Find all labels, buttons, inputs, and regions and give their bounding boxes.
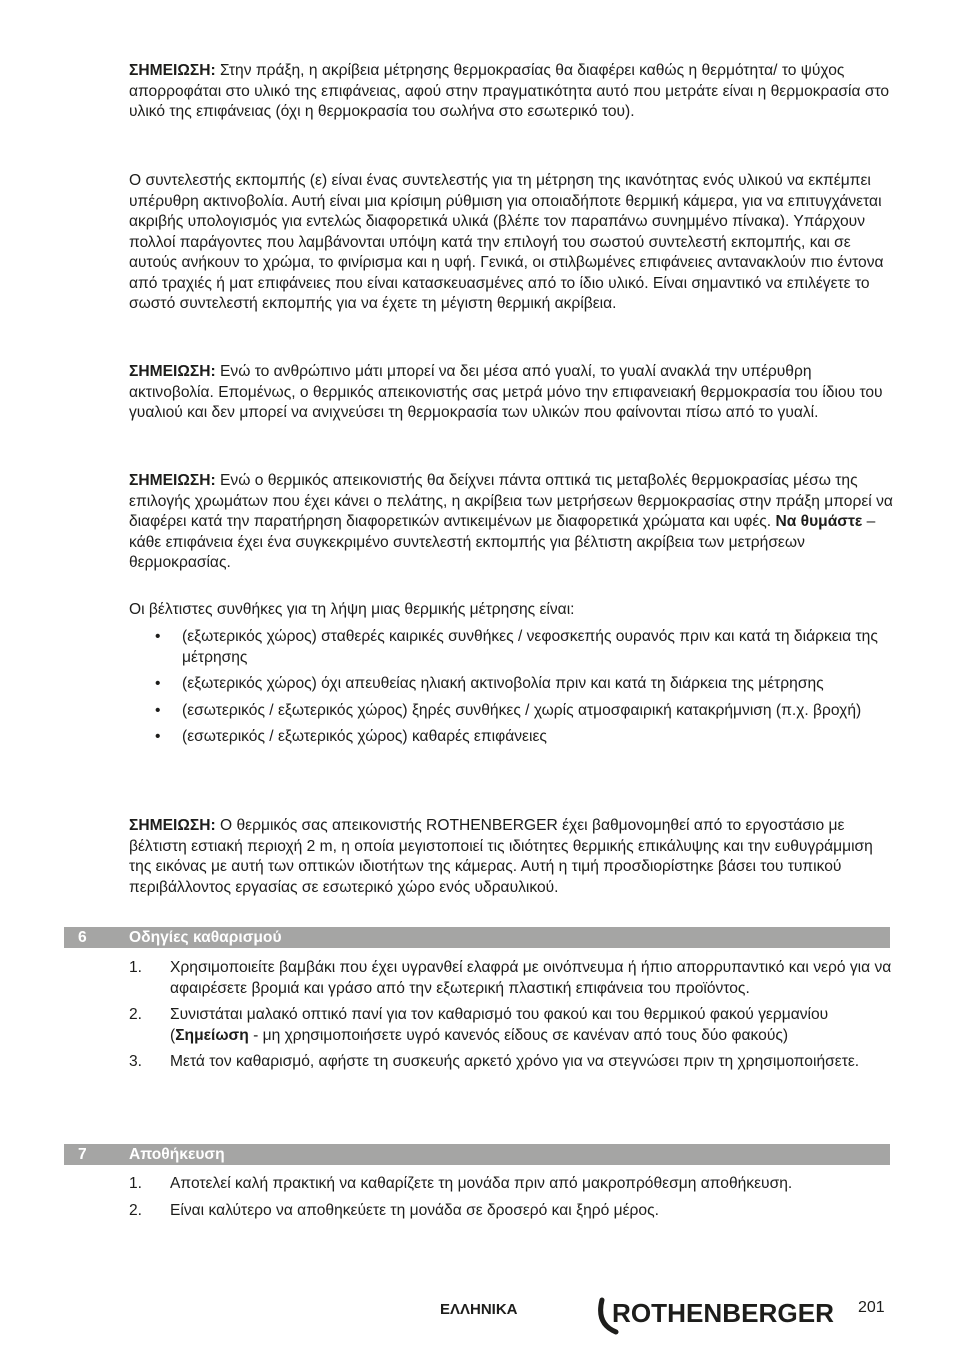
bullet-icon: • (155, 675, 161, 692)
list-item: • (εξωτερικός χώρος) όχι απευθείας ηλιακή ακτινοβολία πριν και κατά τη διάρκεια της μέτρησης (129, 674, 894, 695)
note-measurement-accuracy (129, 61, 894, 123)
note-label: ΣΗΜΕΙΩΣΗ: (129, 363, 216, 380)
bullet-icon: • (155, 628, 161, 645)
cleaning-steps (129, 958, 894, 1079)
remember-label: Να θυμάστε (775, 513, 863, 530)
section-heading-cleaning (64, 927, 890, 948)
bullet-icon: • (155, 728, 161, 745)
note-label: ΣΗΜΕΙΩΣΗ: (129, 62, 216, 79)
note-text: – κάθε επιφάνεια έχει ένα συγκεκριμένο συντελεστή εκπομπής για βέλτιστη ακρίβεια των μετρήσεων θερμοκρασίας. (129, 513, 876, 571)
section-number: 7 (78, 1146, 87, 1163)
list-item: • (εσωτερικός / εξωτερικός χώρος) ξηρές συνθήκες / χωρίς ατμοσφαιρική κατακρήμνιση (π.χ. βροχή) (129, 701, 894, 722)
rothenberger-logo-icon (594, 1294, 838, 1338)
list-item: 1. Χρησιμοποιείτε βαμβάκι που έχει υγρανθεί ελαφρά με οινόπνευμα ή ήπιο απορρυπαντικό και νερό για να αφαιρέσετε βρομιά και γράσο από την εξωτερική πλαστική επιφάνεια του προϊόντος. (129, 959, 892, 997)
note-text: Ενώ το ανθρώπινο μάτι μπορεί να δει μέσα από γυαλί, το γυαλί ανακλά την υπέρυθρη ακτινοβολία. Επομένως, ο θερμικός απεικονιστής σας μετρά μόνο την επιφανειακή θερμοκρασία του ίδιου του γυαλιού και δεν μπορεί να ανιχνεύσει τη θερμοκρασία των υλικών που φαίνονται πίσω από το γυαλί. (129, 363, 883, 421)
list-item: 2. Συνιστάται μαλακό οπτικό πανί για τον καθαρισμό του φακού και του θερμικού φακού γερμανίου (Σημείωση - μη χρησιμοποιήσετε υγρό κανενός είδους σε κανέναν από τους δύο φακούς) (129, 1006, 829, 1044)
section-heading-storage (64, 1144, 890, 1165)
list-item: • (εξωτερικός χώρος) σταθερές καιρικές συνθήκες / νεφοσκεπής ουρανός πριν και κατά τη διάρκεια της μέτρησης (155, 628, 878, 666)
section-number: 6 (78, 929, 87, 946)
note-colors-textures (129, 471, 894, 574)
footer-language: ΕΛΛΗΝΙΚΑ (440, 1301, 518, 1318)
note-text: Στην πράξη, η ακρίβεια μέτρησης θερμοκρασίας θα διαφέρει καθώς η θερμότητα/ το ψύχος απορροφάται στο υλικό της επιφάνειας, αφού στην πραγματικότητα αυτό που μετράτε είναι η θερμοκρασία στο υλικό της επιφάνειας (όχι η θερμοκρασία του σωλήνα στο εσωτερικό του). (129, 62, 890, 120)
brand-name: ROTHENBERGER (612, 1298, 835, 1328)
conditions-intro: Οι βέλτιστες συνθήκες για τη λήψη μιας θερμικής μέτρησης είναι: (129, 601, 575, 618)
note-glass (129, 362, 894, 424)
list-item: 2. Είναι καλύτερο να αποθηκεύετε τη μονάδα σε δροσερό και ξηρό μέρος. (129, 1201, 659, 1219)
emissivity-paragraph: Ο συντελεστής εκπομπής (ε) είναι ένας συντελεστής για τη μέτρηση της ικανότητας ενός υλικού να εκπέμπει υπέρυθρη ακτινοβολία. Αυτή είναι μια κρίσιμη ρύθμιση για οποιαδήποτε θερμική κάμερα, για να επιτυγχάνεται ακριβής υπολογισμός για εντελώς διαφορετικά υλικά (βλέπε τον παραπάνω συνημμένο πίνακα). Υπάρχουν πολλοί παράγοντες που λαμβάνονται υπόψη κατά την επιλογή του σωστού συντελεστή εκπομπής, και σε αυτούς ανήκουν το χρώμα, το φινίρισμα και η υφή. Γενικά, οι στιλβωμένες επιφάνειες αντανακλούν πιο έντονα από τραχιές ή ματ επιφάνειες που είναι κατασκευασμένες από το ίδιο υλικό. Είναι σημαντικό να επιλέγετε το σωστό συντελεστή εκπομπής για να έχετε τη μέγιστη θερμική ακρίβεια. (129, 172, 884, 312)
note-label: ΣΗΜΕΙΩΣΗ: (129, 817, 216, 834)
section-title: Οδηγίες καθαρισμού (129, 929, 282, 946)
list-item: • (εσωτερικός / εξωτερικός χώρος) καθαρές επιφάνειες (129, 727, 894, 748)
note-text: Ενώ ο θερμικός απεικονιστής θα δείχνει πάντα οπτικά τις μεταβολές θερμοκρασίας μέσω της επιλογής χρωμάτων που έχει κάνει ο πελάτης, η ακρίβεια των μετρήσεων θερμοκρασίας στην πράξη μπορεί να διαφέρει κατά την παρατήρηση διαφορετικών αντικειμένων με διαφορετικά χρώματα και υφές. (129, 472, 893, 530)
storage-steps (129, 1174, 894, 1227)
bullet-icon: • (155, 701, 161, 719)
note-label: ΣΗΜΕΙΩΣΗ: (129, 472, 216, 489)
note-calibration (129, 816, 894, 898)
section-title: Αποθήκευση (129, 1146, 225, 1163)
note-text: Ο θερμικός σας απεικονιστής ROTHENBERGER έχει βαθμονομηθεί από το εργοστάσιο με βέλτιστη εστιακή περιοχή 2 m, η οποία μεγιστοποιεί τις ιδιότητες θερμικής επικάλυψης και την ευθυγράμμιση της εικόνας με αυτή των οπτικών ιδιοτήτων της κάμερας. Αυτή η τιμή προσδιορίστηκε βάσει του τυπικού περιβάλλοντος εργασίας σε εσωτερικό χώρο ενός υδραυλικού. (129, 817, 873, 896)
list-item: 3. Μετά τον καθαρισμό, αφήστε τη συσκευής αρκετό χρόνο για να στεγνώσει πριν τη χρησιμοποιήσετε. (129, 1053, 860, 1070)
conditions-list (129, 627, 894, 754)
list-item: 1. Αποτελεί καλή πρακτική να καθαρίζετε τη μονάδα πριν από μακροπρόθεσμη αποθήκευση. (129, 1175, 793, 1192)
page-number: 201 (858, 1299, 885, 1316)
